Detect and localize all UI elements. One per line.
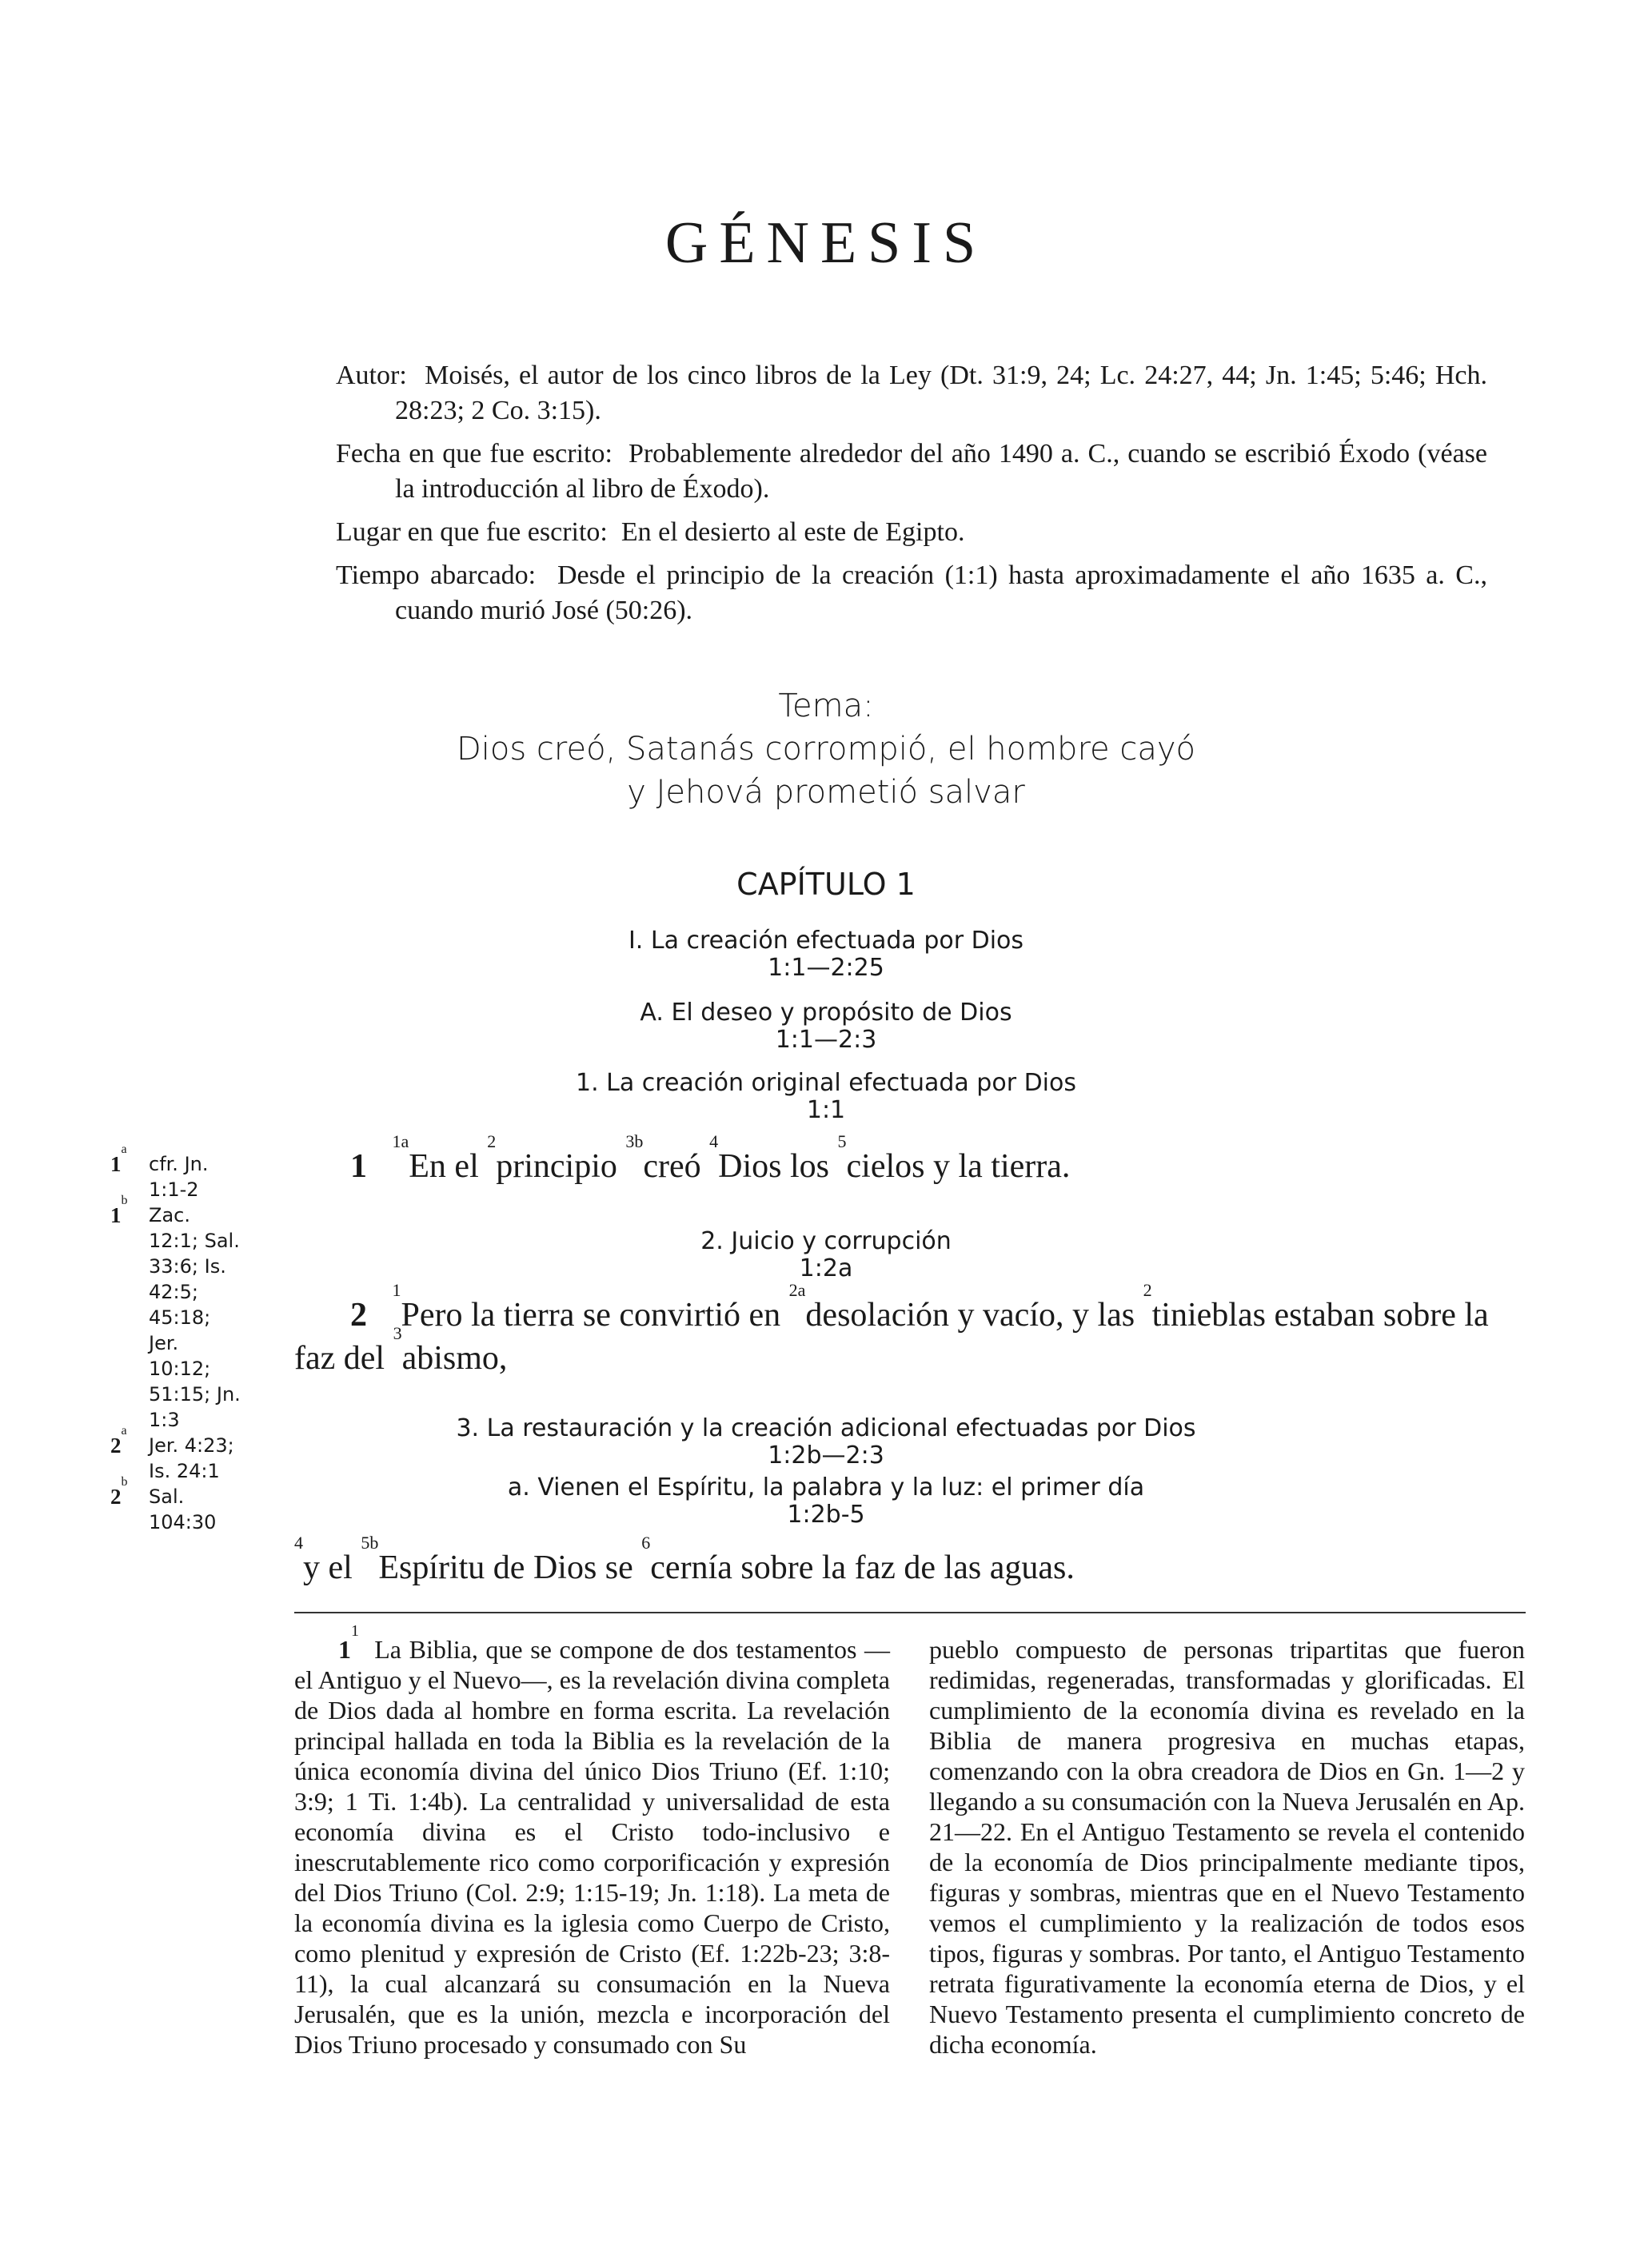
outline-heading-6: a. Vienen el Espíritu, la palabra y la luz: el primer día 1:2b-5 xyxy=(507,1473,1145,1529)
theme-label: Tema: xyxy=(778,688,874,724)
meta-time-span: Tiempo abarcado: Desde el principio de la creación (1:1) hasta aproximadamente el año 1635 a. C., cuando murió José (50:26). xyxy=(336,560,1487,625)
cross-references xyxy=(110,1142,246,1535)
meta-date: Fecha en que fue escrito: Probablemente alrededor del año 1490 a. C., cuando se escribió Éxodo (véase la introducción al libro de Éxodo). xyxy=(336,439,1487,504)
outline-heading-5: 3. La restauración y la creación adicional efectuadas por Dios 1:2b—2:3 xyxy=(456,1414,1196,1469)
verse-number: 2 xyxy=(350,1297,367,1334)
xref-entry: 2$^b$ Sal. 104:30 xyxy=(110,1475,217,1533)
verse-number: 1 xyxy=(350,1148,367,1185)
footnote-column-right: pueblo compuesto de personas tripartitas que fueron redimidas, regeneradas, transformadas y glorificadas. El cumplimiento de la economía divina es revelado en la Biblia de manera progresiva en muchas etapas, comenzando con la obra creadora de Dios en Gn. 1—2 y llegando a su consumación con la Nueva Jerusalén en Ap. 21—22. En el Antiguo Testamento se revela el contenido de la economía de Dios principalmente mediante tipos, figuras y sombras, mientras que en el Nuevo Testamento vemos el cumplimiento y la realización de todos esos tipos, figuras y sombras. Por tanto, el Antiguo Testamento retrata figurativamente la economía eterna de Dios, y el Nuevo Testamento presenta el cumplimiento concreto de dicha economía. xyxy=(929,1635,1525,2059)
footnote-number: $1^1$ xyxy=(338,1622,359,1664)
meta-place: Lugar en que fue escrito: En el desierto al este de Egipto. xyxy=(336,517,965,547)
outline-heading-3: 1. La creación original efectuada por Dios 1:1 xyxy=(576,1069,1076,1124)
theme-block xyxy=(0,684,1652,814)
footnote-column-left: $1^1$ La Biblia, que se compone de dos testamentos —el Antiguo y el Nuevo—, es la revelación divina completa de Dios dada al hombre en forma escrita. La revelación principal hallada en toda la Biblia es la revelación de la única economía divina del único Dios Triuno (Ef. 1:10; 3:9; 1 Ti. 1:4b). La centralidad y universalidad de esta economía divina es el Cristo todo-inclusivo e inescrutablemente rico como corporificación y expresión del Dios Triuno (Col. 2:9; 1:15-19; Jn. 1:18). La meta de la economía divina es la iglesia como Cuerpo de Cristo, como plenitud y expresión de Cristo (Ef. 1:22b-23; 3:8-11), la cual alcanzará su consumación en la Nueva Jerusalén, que es la unión, mezcla e incorporación del Dios Triuno procesado y consumado con Su xyxy=(294,1622,891,2059)
outline-heading-1: I. La creación efectuada por Dios 1:1—2:25 xyxy=(628,927,1024,982)
chapter-title: CAPÍTULO 1 xyxy=(736,867,916,902)
xref-entry: 2$^a$ Jer. 4:23; Is. 24:1 xyxy=(110,1424,234,1482)
meta-author: Autor: Moisés, el autor de los cinco libros de la Ley (Dt. 31:9, 24; Lc. 24:27, 44; Jn. 1:45; 5:46; Hch. 28:23; 2 Co. 3:15). xyxy=(336,361,1488,425)
outline-heading-2: A. El deseo y propósito de Dios 1:1—2:3 xyxy=(640,999,1012,1054)
book-metadata xyxy=(336,358,1487,636)
xref-entry: 1$^b$ Zac. 12:1; Sal. 33:6; Is. 42:5; 45:18; Jer. 10:12; 51:15; Jn. 1:3 xyxy=(110,1194,241,1431)
book-title: GÉNESIS xyxy=(664,210,988,276)
footnote-divider xyxy=(294,1612,1526,1613)
verse-2-continuation: $^4$y el $^{5b}$Espíritu de Dios se $^6$cernía sobre la faz de las aguas. xyxy=(294,1533,1075,1586)
theme-line-1: Dios creó, Satanás corrompió, el hombre cayó xyxy=(456,731,1195,768)
theme-line-2: y Jehová prometió salvar xyxy=(627,774,1025,811)
xref-entry: 1$^a$ cfr. Jn. 1:1-2 xyxy=(110,1142,209,1201)
verse-1: 1 $^{1a}$En el $^2$principio $^{3b}$creó $^4$Dios los $^5$cielos y la tierra. xyxy=(350,1131,1071,1185)
verse-2: 2 $^1$Pero la tierra se convirtió en $^{2a}$desolación y vacío, y las $^2$tinieblas estaban sobre la faz del $^3$abismo, xyxy=(294,1280,1489,1377)
outline-heading-4: 2. Juicio y corrupción 1:2a xyxy=(700,1227,952,1282)
